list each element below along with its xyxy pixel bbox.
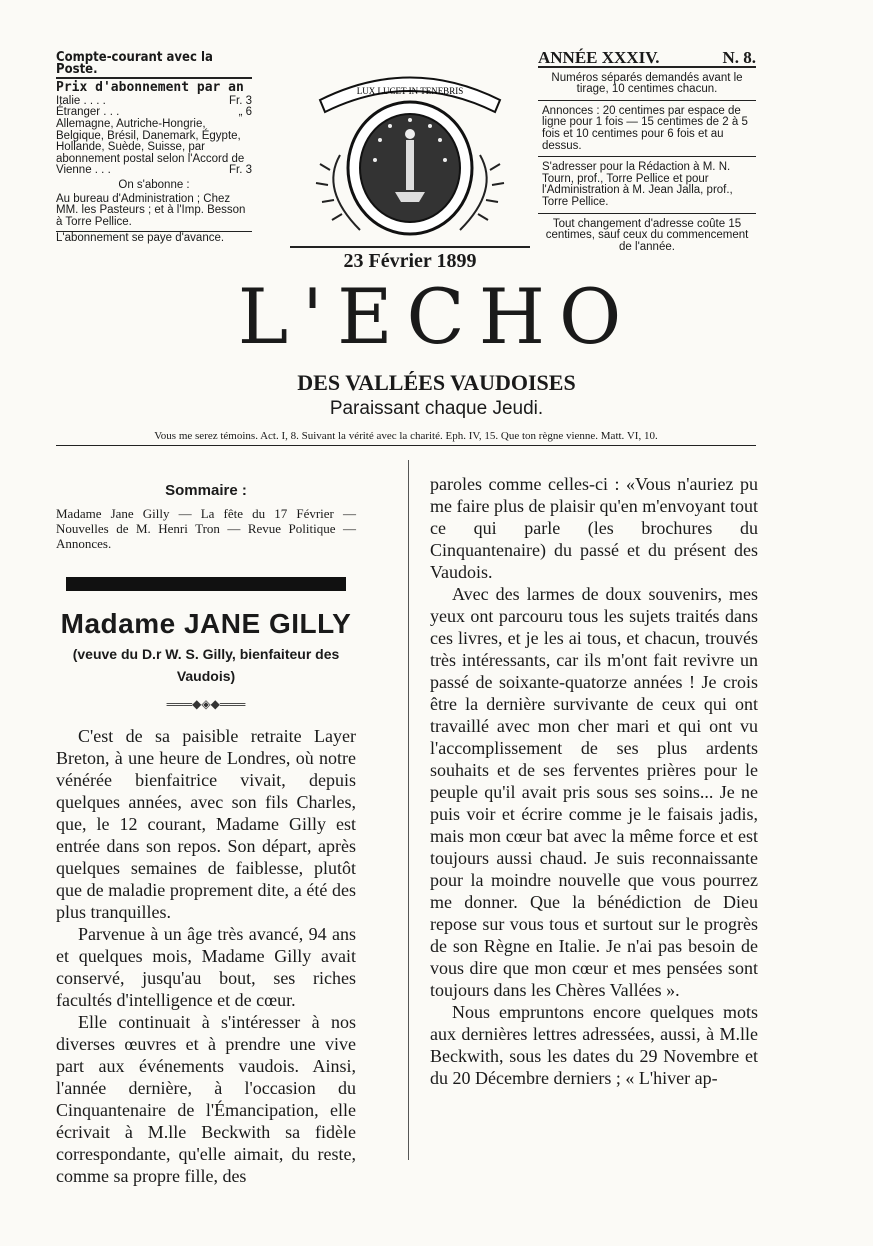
price-row-label: Étranger . . . (56, 106, 120, 119)
article-paragraph: Elle continuait à s'intéresser à nos diverses œuvres et à prendre une vive part aux événements vaudois. Ainsi, l'année dernière, à l'occasion du Cinquantenaire de l'Émancipation, elle écrivait à M.lle Beckwith sa fidèle correspondante, qu'elle aimait, du reste, comme sa propre fille, des (56, 1012, 356, 1186)
article-paragraph: C'est de sa paisible retraite Layer Breton, à une heure de Londres, où notre vénérée bienfaitrice vivait, depuis quelques années, avec son fils Charles, que, le 12 courant, Madame Gilly est entrée dans son repos. Son départ, après quelques semaines de faiblesse, plutôt que de maladie proprement dite, a été des plus tranquilles. (56, 726, 356, 922)
advertising-rates: Annonces : 20 centimes par espace de ligne pour 1 fois — 15 centimes de 2 à 5 fois et 10 centimes pour 6 fois et au dessus. (538, 105, 756, 157)
subscription-info (56, 52, 252, 245)
motto: Vous me serez témoins. Act. I, 8. Suivant la vérité avec la charité. Eph. IV, 15. Que ton règne vienne. Matt. VI, 10. (56, 430, 756, 446)
article-paragraph: Parvenue à un âge très avancé, 94 ans et quelques mois, Madame Gilly avait conservé, jusqu'au bout, ses riches facultés d'intelligence et de cœur. (56, 924, 356, 1010)
article-paragraph: Nous empruntons encore quelques mots aux dernières lettres adressées, aussi, à M.lle Beckwith, sous les dates du 29 Novembre et du 20 Décembre derniers ; « L'hiver ap- (430, 1002, 758, 1088)
summary-title: Sommaire : (165, 482, 247, 499)
countries-price: Fr. 3 (228, 164, 252, 177)
left-column (56, 480, 356, 1187)
masthead-subtitle: DES VALLÉES VAUDOISES (297, 370, 576, 395)
ornament-divider: ═══◆◈◆═══ (166, 697, 246, 711)
issue-date: 23 Février 1899 (290, 246, 530, 273)
article-paragraph: paroles comme celles-ci : «Vous n'auriez pu me faire plus de plaisir qu'en m'envoyant tout ce qui parle (les brochures du Cinquantenaire) du passé et du présent des Vaudois. (430, 474, 758, 582)
price-row-label: Italie . . . . (56, 94, 106, 107)
advance-payment: L'abonnement se paye d'avance. (56, 231, 252, 245)
price-row-value: Fr. 3 (228, 94, 252, 107)
address-change-note: Tout changement d'adresse coûte 15 centimes, sauf ceux du commencement de l'année. (545, 217, 749, 253)
numero: N. 8. (722, 48, 756, 67)
column-divider (408, 460, 409, 1160)
issue-info (538, 48, 756, 261)
black-rule (66, 577, 346, 591)
masthead-title: L'ECHO (237, 272, 636, 361)
subscription-places: Au bureau d'Administration ; Chez MM. les Pasteurs ; et à l'Imp. Besson à Torre Pellice. (56, 192, 246, 228)
price-row-value: „ 6 (238, 106, 252, 119)
on-sabonne: On s'abonne : (118, 178, 190, 191)
price-title: Prix d'abonnement par an (56, 80, 244, 96)
article-paragraph: Avec des larmes de doux souvenirs, mes yeux ont parcouru tous les sujets traités dans ces livres, et je les ai tous, et chacun, trouvés très intéressants, car ils m'ont fait revivre un passé de soixante-quatorze années ! Je crois être la dernière survivante de ceux qui ont travaillé avec mon cher mari et qui ont vu l'accomplissement de ses plus ardents souhaits et de ses ferventes prières pour le peuple qu'il avait pris sous ses soins... Je ne puis voir et écrire comme je le faisais jadis, mais mon cœur bat avec la même force et est toujours aussi chaud. Je suis reconnaissante pour la moindre nouvelle que vous pourrez me donner. Que la bénédiction de Dieu repose sur vous tous et surtout sur le progrès de son Règne en Italie. Je n'ai pas besoin de vous dire que mon cœur et mes pensées sont toujours dans les Chères Vallées ». (430, 584, 758, 1000)
countries-list (56, 119, 252, 177)
emblem-banner: LUX LUCET IN TENEBRIS (356, 86, 464, 96)
periodicity: Paraissant chaque Jeudi. (329, 398, 544, 419)
countries-text: Allemagne, Autriche-Hongrie, Belgique, Brésil, Danemark, Égypte, Hollande, Suède, Suisse, par abonnement postal selon l'Accord de Vienne . . . (56, 117, 245, 177)
single-issue-note: Numéros séparés demandés avant le tirage, 10 centimes chacun. (538, 72, 756, 101)
summary-text: Madame Jane Gilly — La fête du 17 Février — Nouvelles de M. Henri Tron — Revue Politique — Annonces. (56, 506, 356, 551)
postal-account: Compte-courant avec la Poste. (56, 52, 252, 79)
annee: ANNÉE XXXIV. (538, 48, 660, 67)
year-number (538, 48, 756, 68)
contact-info: S'adresser pour la Rédaction à M. N. Tourn, prof., Torre Pellice et pour l'Administration à M. Jean Jalla, prof., Torre Pellice. (538, 161, 756, 213)
emblem (300, 60, 520, 250)
candlestick-emblem-icon (300, 60, 520, 250)
article-title: Madame JANE GILLY (60, 608, 352, 639)
article-subtitle: (veuve du D.r W. S. Gilly, bienfaiteur des Vaudois) (72, 646, 340, 684)
right-column (430, 473, 758, 1089)
